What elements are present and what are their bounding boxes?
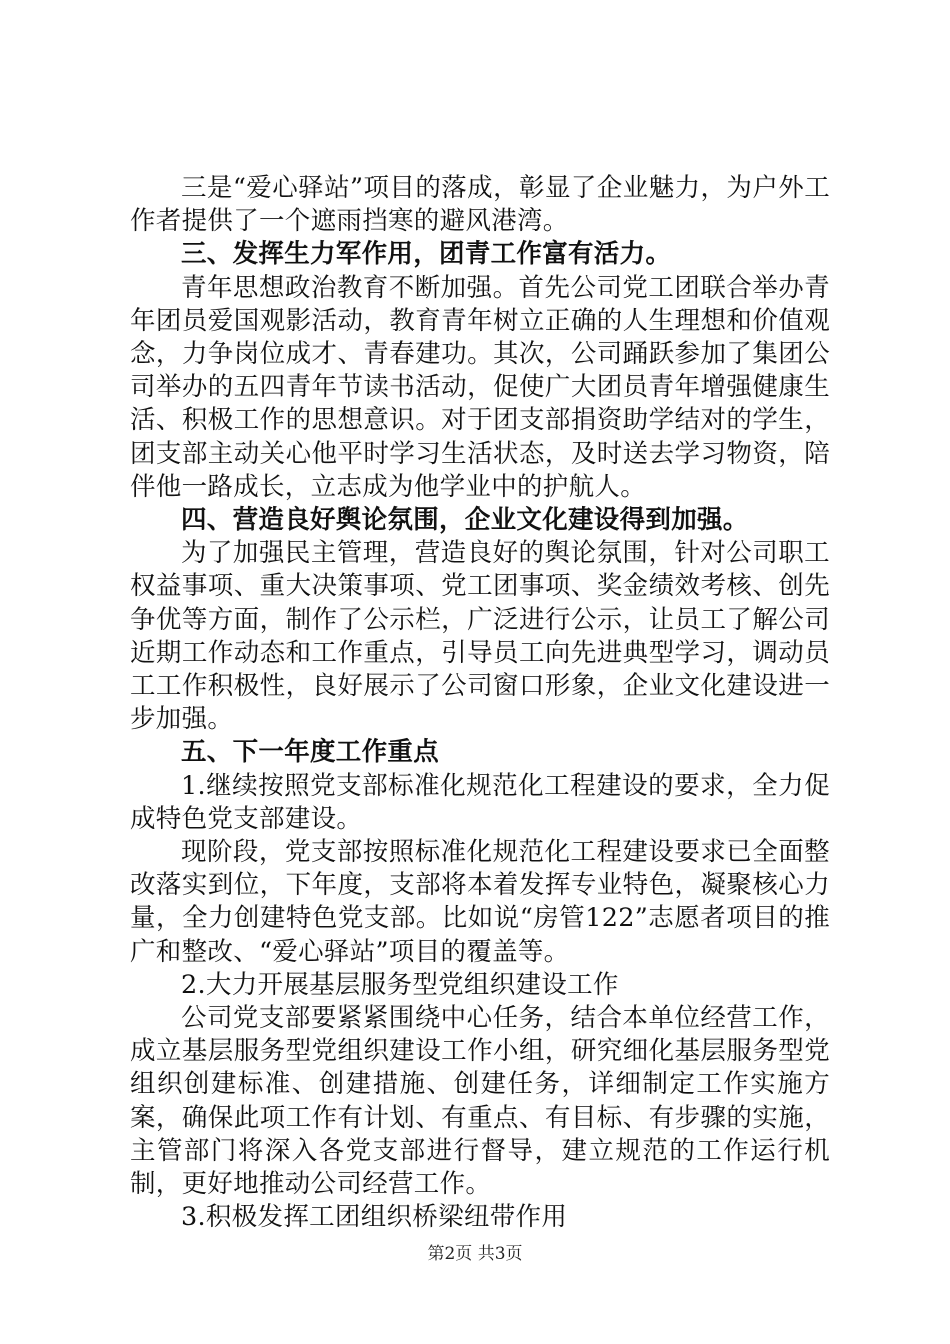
paragraph-love-station: 三是“爱心驿站”项目的落成，彰显了企业魅力，为户外工作者提供了一个遮雨挡寒的避风港湾。	[130, 173, 830, 237]
paragraph-item-three: 3.积极发挥工团组织桥梁纽带作用	[181, 1202, 568, 1233]
paragraph-current-stage: 现阶段，党支部按照标准化规范化工程建设要求已全面整改落实到位，下年度，支部将本着发挥专业特色，凝聚核心力量，全力创建特色党支部。比如说“房管122”志愿者项目的推广和整改、“爱心驿站”项目的覆盖等。	[130, 837, 830, 967]
section-heading-four: 四、营造良好舆论氛围，企业文化建设得到加强。	[181, 505, 749, 536]
section-heading-three: 三、发挥生力军作用，团青工作富有活力。	[181, 239, 672, 270]
paragraph-youth-education: 青年思想政治教育不断加强。首先公司党工团联合举办青年团员爱国观影活动，教育青年树立正确的人生理想和价值观念，力争岗位成才、青春建功。其次，公司踊跃参加了集团公司举办的五四青年节读书活动，促使广大团员青年增强健康生活、积极工作的思想意识。对于团支部捐资助学结对的学生，团支部主动关心他平时学习生活状态，及时送去学习物资，陪伴他一路成长，立志成为他学业中的护航人。	[130, 272, 830, 502]
paragraph-item-one: 1.继续按照党支部标准化规范化工程建设的要求，全力促成特色党支部建设。	[130, 770, 830, 834]
paragraph-item-two: 2.大力开展基层服务型党组织建设工作	[181, 969, 619, 1000]
section-heading-five: 五、下一年度工作重点	[181, 737, 440, 768]
paragraph-party-branch: 公司党支部要紧紧围绕中心任务，结合本单位经营工作，成立基层服务型党组织建设工作小组，研究细化基层服务型党组织创建标准、创建措施、创建任务，详细制定工作实施方案，确保此项工作有计划、有重点、有目标、有步骤的实施，主管部门将深入各党支部进行督导，建立规范的工作运行机制，更好地推动公司经营工作。	[130, 1003, 830, 1200]
page-number-footer: 第2页 共3页	[427, 1244, 523, 1264]
document-body	[130, 172, 830, 1235]
paragraph-democratic-management: 为了加强民主管理，营造良好的舆论氛围，针对公司职工权益事项、重大决策事项、党工团事项、奖金绩效考核、创先争优等方面，制作了公示栏，广泛进行公示，让员工了解公司近期工作动态和工作重点，引导员工向先进典型学习，调动员工工作积极性，良好展示了公司窗口形象，企业文化建设进一步加强。	[130, 538, 830, 735]
